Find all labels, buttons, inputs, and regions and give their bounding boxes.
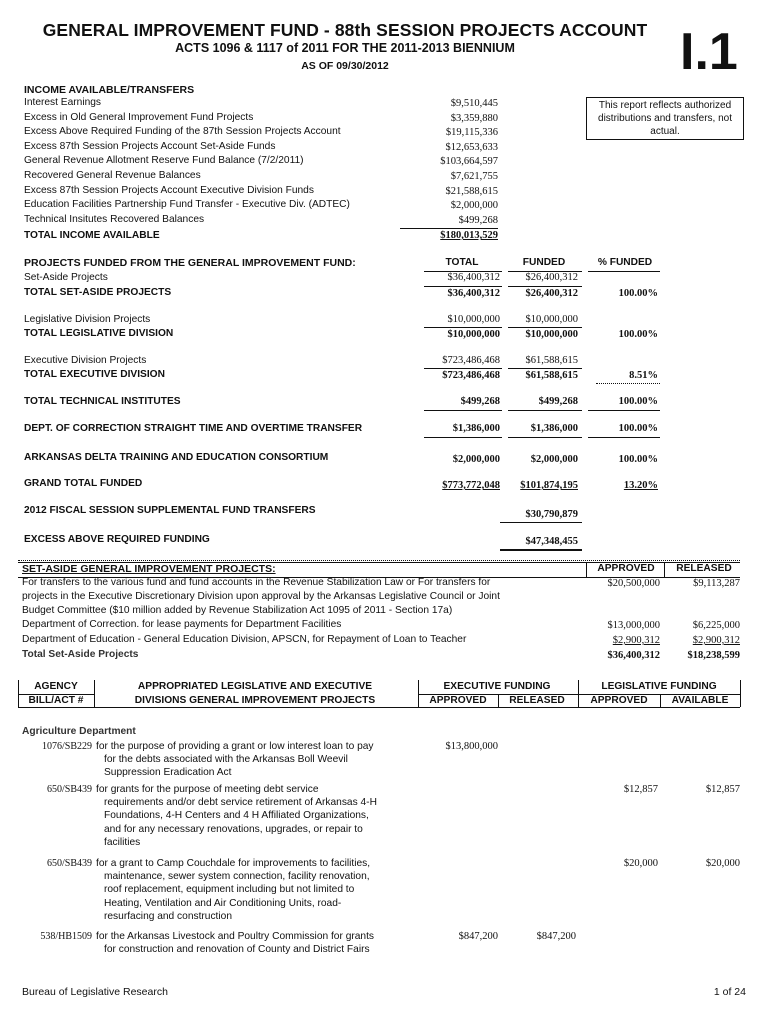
- funded-heading: PROJECTS FUNDED FROM THE GENERAL IMPROVEMENT FUND:: [24, 257, 356, 269]
- project-description-line: resurfacing and construction: [104, 910, 232, 922]
- setaside-desc-line2: projects in the Executive Discretionary Division upon approval by the Arkansas Legislative Council or Joint: [22, 591, 500, 602]
- setaside-funded: $26,400,312: [525, 272, 578, 283]
- footer-page-number: 1 of 24: [713, 986, 746, 998]
- delta-funded: $2,000,000: [530, 454, 578, 465]
- tech-total: $499,268: [460, 396, 500, 407]
- income-row-label: Technical Insitutes Recovered Balances: [24, 213, 205, 225]
- col-exec-approved-header: APPROVED: [429, 695, 487, 706]
- income-row-value: $499,268: [458, 214, 498, 226]
- income-row-label: Excess Above Required Funding of the 87th Session Projects Account: [24, 126, 341, 138]
- setaside-heading: SET-ASIDE GENERAL IMPROVEMENT PROJECTS:: [22, 563, 276, 575]
- income-row-value: $9,510,445: [450, 98, 498, 109]
- setaside-total-approved: $36,400,312: [607, 650, 660, 661]
- project-description-line: Heating, Ventilation and Air Conditioning Units, road-: [104, 897, 342, 909]
- total-leg-pct: 100.00%: [618, 329, 658, 340]
- grand-total-pct: 13.20%: [623, 480, 658, 491]
- income-row-label: Interest Earnings: [24, 97, 102, 108]
- setaside-total: $36,400,312: [447, 272, 500, 283]
- total-exec-funded: $61,588,615: [525, 370, 578, 381]
- income-row-value: $19,115,336: [445, 127, 498, 139]
- income-total-value: $180,013,529: [440, 230, 498, 241]
- exec-total: $723,486,468: [442, 355, 500, 366]
- project-leg-avail: $12,857: [705, 784, 740, 795]
- report-date: AS OF 09/30/2012: [301, 60, 389, 72]
- report-note: This report reflects authorized distributions and transfers, not actual.: [586, 97, 744, 140]
- report-subtitle: ACTS 1096 & 1117 of 2011 FOR THE 2011-2013 BIENNIUM: [175, 41, 515, 55]
- project-bill-number: 1076/SB229: [41, 741, 92, 752]
- project-description-line: facilities: [104, 836, 141, 848]
- grand-total-total: $773,772,048: [442, 480, 500, 491]
- project-bill-number: 650/SB439: [46, 784, 92, 795]
- income-row-value: $7,621,755: [450, 171, 498, 182]
- project-leg-appr: $12,857: [623, 784, 658, 795]
- income-row-value: $21,588,615: [445, 185, 498, 197]
- total-leg-funded: $10,000,000: [525, 329, 578, 340]
- doc-pct: 100.00%: [618, 423, 658, 434]
- delta-pct: 100.00%: [618, 454, 658, 465]
- report-title: GENERAL IMPROVEMENT FUND - 88th SESSION PROJECTS ACCOUNT: [42, 20, 648, 40]
- tech-label: TOTAL TECHNICAL INSTITUTES: [24, 396, 181, 407]
- col-leg-available-header: AVAILABLE: [671, 695, 729, 706]
- setaside-r3-approved: $2,900,312: [612, 635, 660, 646]
- col-pct-header: % FUNDED: [597, 257, 653, 268]
- income-total-label: TOTAL INCOME AVAILABLE: [24, 230, 160, 241]
- total-setaside-funded: $26,400,312: [525, 288, 578, 299]
- project-bill-number: 650/SB439: [46, 858, 92, 869]
- col-desc-header-1: APPROPRIATED LEGISLATIVE AND EXECUTIVE: [137, 681, 373, 692]
- income-row-value: $2,000,000: [450, 200, 498, 212]
- total-setaside-pct: 100.00%: [618, 288, 658, 299]
- col-exec-funding-header: EXECUTIVE FUNDING: [443, 681, 551, 692]
- setaside-r1-approved: $20,500,000: [607, 578, 660, 589]
- project-description-line: for grants for the purpose of meeting debt service: [96, 784, 319, 795]
- setaside-desc-line4: Department of Correction. for lease payments for Department Facilities: [22, 619, 342, 630]
- project-description-line: for construction and renovation of County and District Fairs: [104, 944, 370, 956]
- income-row-label: Excess in Old General Improvement Fund Projects: [24, 111, 254, 123]
- setaside-desc-line5: Department of Education - General Education Division, APSCN, for Repayment of Loan to Teacher: [22, 634, 467, 645]
- footer-source: Bureau of Legislative Research: [22, 986, 168, 998]
- project-description-line: requirements and/or debt service retirement of Arkansas 4-H: [104, 797, 377, 809]
- col-funded-header: FUNDED: [522, 257, 566, 268]
- setaside-desc-line1: For transfers to the various fund and fund accounts in the Revenue Stabilization Law or For transfers for: [22, 577, 491, 588]
- project-description-line: for the debts associated with the Arkansas Boll Weevil: [104, 754, 348, 766]
- setaside-total-released: $18,238,599: [687, 650, 740, 661]
- total-leg-label: TOTAL LEGISLATIVE DIVISION: [24, 328, 174, 339]
- col-leg-funding-header: LEGISLATIVE FUNDING: [601, 681, 717, 692]
- col-released-header: RELEASED: [676, 563, 732, 574]
- col-leg-approved-header: APPROVED: [590, 695, 648, 706]
- income-row-label: Education Facilities Partnership Fund Transfer - Executive Div. (ADTEC): [24, 199, 350, 211]
- total-exec-pct: 8.51%: [629, 370, 658, 381]
- col-total-header: TOTAL: [445, 257, 479, 268]
- agency-name: Agriculture Department: [22, 726, 136, 737]
- fiscal-label: 2012 FISCAL SESSION SUPPLEMENTAL FUND TRANSFERS: [24, 505, 316, 516]
- total-setaside-total: $36,400,312: [447, 288, 500, 299]
- project-description-line: Suppression Eradication Act: [104, 767, 232, 779]
- project-bill-number: 538/HB1509: [40, 931, 92, 942]
- excess-label: EXCESS ABOVE REQUIRED FUNDING: [24, 534, 210, 545]
- project-exec-appr: $13,800,000: [445, 741, 498, 752]
- total-exec-label: TOTAL EXECUTIVE DIVISION: [24, 369, 165, 380]
- exec-projects-label: Executive Division Projects: [24, 355, 147, 366]
- doc-total: $1,386,000: [452, 423, 500, 434]
- grand-total-label: GRAND TOTAL FUNDED: [24, 478, 143, 489]
- project-description-line: Foundations, 4-H Centers and 4 H Affiliated Organizations,: [104, 810, 369, 822]
- income-row-label: Excess 87th Session Projects Account Executive Division Funds: [24, 184, 314, 196]
- setaside-r3-released: $2,900,312: [692, 635, 740, 646]
- project-description-line: for the Arkansas Livestock and Poultry Commission for grants: [96, 931, 375, 942]
- excess-funded: $47,348,455: [525, 536, 578, 547]
- income-row-value: $103,664,597: [440, 156, 498, 168]
- delta-label: ARKANSAS DELTA TRAINING AND EDUCATION CONSORTIUM: [24, 452, 329, 463]
- project-exec-rel: $847,200: [536, 931, 576, 942]
- project-description-line: roof replacement, equipment including but not limited to: [104, 884, 355, 896]
- project-description-line: and for any necessary renovations, upgrades, or repair to: [104, 823, 363, 835]
- section-badge: I.1: [680, 23, 738, 81]
- project-exec-appr: $847,200: [458, 931, 498, 942]
- setaside-total-label: Total Set-Aside Projects: [22, 649, 139, 660]
- doc-funded: $1,386,000: [530, 423, 578, 434]
- income-row-label: Recovered General Revenue Balances: [24, 170, 201, 181]
- col-agency-header: AGENCY: [34, 681, 78, 692]
- income-row-label: General Revenue Allotment Reserve Fund Balance (7/2/2011): [24, 155, 304, 167]
- project-description-line: maintenance, sewer system connection, facility renovation,: [104, 871, 370, 883]
- project-description-line: for the purpose of providing a grant or low interest loan to pay: [96, 741, 374, 752]
- delta-total: $2,000,000: [452, 454, 500, 465]
- project-description-line: for a grant to Camp Couchdale for improvements to facilities,: [96, 858, 371, 869]
- col-desc-header-2: DIVISIONS GENERAL IMPROVEMENT PROJECTS: [134, 695, 376, 706]
- col-exec-released-header: RELEASED: [509, 695, 565, 706]
- leg-funded: $10,000,000: [525, 314, 578, 325]
- total-exec-total: $723,486,468: [442, 370, 500, 381]
- project-leg-appr: $20,000: [623, 858, 658, 869]
- col-bill-header: BILL/ACT #: [28, 695, 84, 706]
- setaside-r2-approved: $13,000,000: [607, 620, 660, 631]
- setaside-desc-line3: Budget Committee ($10 million added by Revenue Stabilization Act 1095 of 2011 - Section 17a): [22, 605, 453, 616]
- setaside-projects-label: Set-Aside Projects: [24, 272, 108, 283]
- col-approved-header: APPROVED: [597, 563, 655, 574]
- total-setaside-label: TOTAL SET-ASIDE PROJECTS: [24, 287, 172, 298]
- income-heading: INCOME AVAILABLE/TRANSFERS: [24, 84, 195, 96]
- setaside-r2-released: $6,225,000: [692, 620, 740, 631]
- tech-funded: $499,268: [538, 396, 578, 407]
- total-leg-total: $10,000,000: [447, 329, 500, 340]
- setaside-r1-released: $9,113,287: [693, 578, 740, 589]
- income-row-value: $3,359,880: [450, 112, 498, 124]
- grand-total-funded: $101,874,195: [520, 480, 578, 491]
- income-row-value: $12,653,633: [445, 141, 498, 153]
- exec-funded: $61,588,615: [525, 355, 578, 366]
- leg-projects-label: Legislative Division Projects: [24, 314, 151, 325]
- leg-total: $10,000,000: [447, 314, 500, 325]
- project-leg-avail: $20,000: [705, 858, 740, 869]
- income-row-label: Excess 87th Session Projects Account Set-Aside Funds: [24, 140, 276, 152]
- tech-pct: 100.00%: [618, 396, 658, 407]
- fiscal-funded: $30,790,879: [525, 509, 578, 520]
- doc-label: DEPT. OF CORRECTION STRAIGHT TIME AND OVERTIME TRANSFER: [24, 423, 363, 434]
